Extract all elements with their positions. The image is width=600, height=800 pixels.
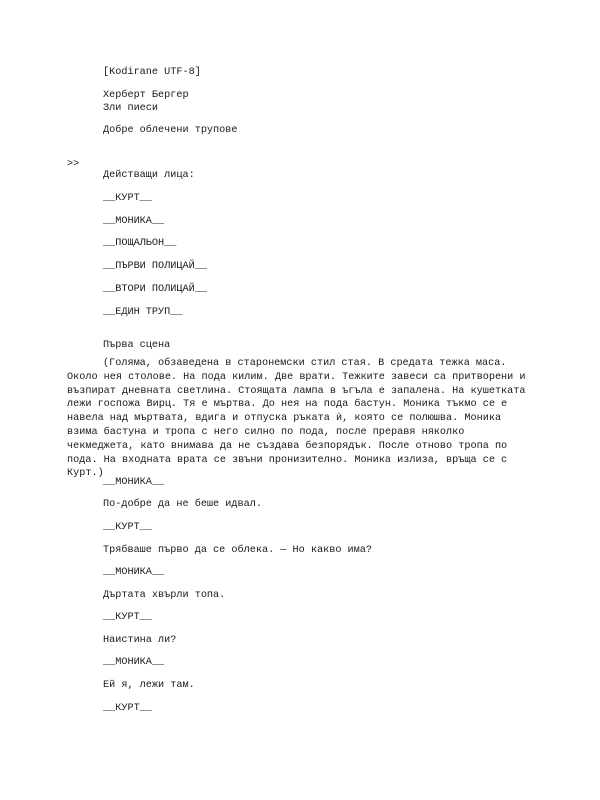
section-marker: >> [67,159,80,170]
dialogue-line: Наистина ли? [103,635,177,646]
speaker-name: __КУРТ__ [103,612,152,623]
dialogue-line: Ей я, лежи там. [103,680,195,691]
cast-heading: Действащи лица: [103,170,195,181]
scene-heading: Първа сцена [103,340,171,351]
cast-item-monika: __МОНИКА__ [103,216,165,227]
cast-item-corpse: __ЕДИН ТРУП__ [103,307,183,318]
cast-item-postman: __ПОЩАЛЬОН__ [103,238,177,249]
cast-item-kurt: __КУРТ__ [103,193,152,204]
dialogue-line: По-добре да не беше идвал. [103,499,262,510]
author-name: Херберт Бергер [103,90,189,101]
speaker-name: __МОНИКА__ [103,657,165,668]
speaker-name: __МОНИКА__ [103,477,165,488]
stage-direction: (Голяма, обзаведена в старонемски стил стая. В средата тежка маса. Около нея столове. На пода килим. Две врати. Тежките завеси са притворени и възпират дневната светлина. Стоящата лампа в ъгъла е запалена. На кушетката лежи госпожа Вирц. Тя е мъртва. До нея на пода бастун. Моника тъкмо се е навела над мъртвата, вдига и отпуска ръката ѝ, която се полюшва. Моника взима бастуна и тропа с него силно по пода, после преравя няколко чекмеджета, като внимава да не създава безпорядък. После отново тропа по пода. На входната врата се звъни пронизително. Моника излиза, връща се с Курт.) [67,358,526,480]
cast-item-second-policeman: __ВТОРИ ПОЛИЦАЙ__ [103,284,207,295]
speaker-name: __КУРТ__ [103,522,152,533]
dialogue-line: Трябваше първо да се облека. — Но какво има? [103,545,372,556]
speaker-name: __КУРТ__ [103,703,152,714]
cast-item-first-policeman: __ПЪРВИ ПОЛИЦАЙ__ [103,261,207,272]
collection-title: Зли пиеси [103,103,159,114]
speaker-name: __МОНИКА__ [103,567,165,578]
encoding-line: [Kodirane UTF-8] [103,67,201,78]
dialogue-line: Дъртата хвърли топа. [103,590,226,601]
play-title: Добре облечени трупове [103,125,238,136]
